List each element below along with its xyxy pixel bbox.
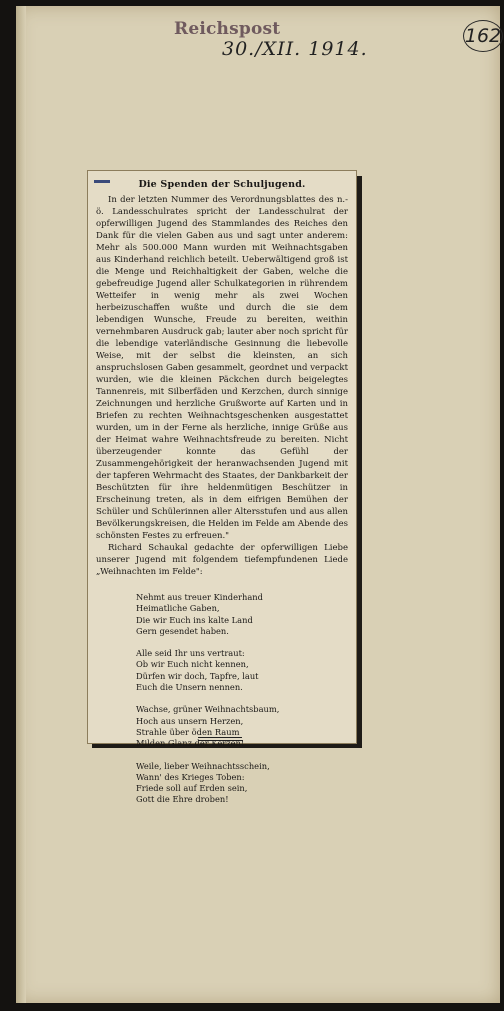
article-body <box>96 194 348 578</box>
poem-stanza <box>136 648 348 693</box>
poem-line: Wann' des Krieges Toben: <box>136 771 245 782</box>
poem-line: Hoch aus unsern Herzen, <box>136 715 244 726</box>
poem-line: Friede soll auf Erden sein, <box>136 783 248 794</box>
pencil-mark-icon <box>94 180 110 183</box>
poem-line: Gern gesendet haben. <box>136 625 229 636</box>
poem-line: Euch die Unsern nennen. <box>136 682 243 693</box>
end-rule-divider <box>198 737 242 741</box>
newspaper-name-stamp: Reichspost <box>174 19 281 39</box>
handwritten-date: 30./XII. 1914. <box>222 38 368 60</box>
poem-line: Dürfen wir doch, Tapfre, laut <box>136 670 259 681</box>
poem-line: Nehmt aus treuer Kinderhand <box>136 592 263 602</box>
poem-line: Die wir Euch ins kalte Land <box>136 614 253 625</box>
article-paragraph: In der letzten Nummer des Verordnungsblattes des n.-ö. Landesschulrates spricht der Landesschulrat der opferwilligen Jugend des Stammlandes des Reiches den Dank für die vielen Gaben aus und sagt unter anderem: Mehr als 500.000 Mann wurden mit Weihnachtsgaben aus Kinderhand reichlich beteilt. Ueberwältigend groß ist die Menge und Reichhaltigkeit der Gaben, welche die gebefreudige Jugend aller Schulkategorien in rührendem Wetteifer in wenig mehr als zwei Wochen herbeizuschaffen wußte und durch die sie dem lebendigen Wunsche, Freude zu bereiten, weithin vernehmbaren Ausdruck gab; lauter aber noch spricht für die lebendige vaterländische Gesinnung die liebevolle Weise, mit der selbst die kleinsten, an sich anspruchslosen Gaben gesammelt, geordnet und verpackt wurden, wie die kleinen Päckchen durch beigelegtes Tannenreis, mit Silberfäden und Kerzchen, durch sinnige Zeichnungen und herzliche Grußworte auf Karten und in Briefen zu rechten Weihnachtsgeschenken ausgestattet wurden, um in der Ferne als herzliche, innige Grüße aus der Heimat wahre Weihnachtsfreude zu bereiten. Nicht überzeugender konnte das Gefühl der Zusammengehörigkeit der heranwachsenden Jugend mit der tapferen Wehrmacht des Staates, der Dankbarkeit der Beschützten für ihre heldenmütigen Beschützer in Erscheinung treten, als in dem eifrigen Bemühen der Schüler und Schülerinnen aller Altersstufen und aus allen Bevölkerungskreisen, die Helden im Felde am Abende des schönsten Festes zu erfreuen." <box>96 195 348 541</box>
poem-line: Wachse, grüner Weihnachtsbaum, <box>136 704 280 715</box>
poem-line: Ob wir Euch nicht kennen, <box>136 659 249 670</box>
poem <box>96 592 348 806</box>
archive-number: 162 <box>463 20 503 52</box>
poem-stanza <box>136 704 348 749</box>
poem-stanza <box>136 761 348 806</box>
poem-line: Gott die Ehre droben! <box>136 794 229 805</box>
poem-stanza <box>136 592 348 637</box>
poem-line: Strahle über öden Raum <box>136 726 240 737</box>
article-paragraph: Richard Schaukal gedachte der opferwilligen Liebe unserer Jugend mit folgendem tiefempfundenen Liede „Weihnachten im Felde": <box>96 543 348 577</box>
newspaper-clipping <box>87 170 357 805</box>
poem-line: Alle seid Ihr uns vertraut: <box>136 648 245 659</box>
article-headline: Die Spenden der Schuljugend. <box>138 179 306 190</box>
poem-line: Heimatliche Gaben, <box>136 603 220 614</box>
poem-line: Milden Glanz der Kerzen! <box>136 738 245 749</box>
poem-line: Weile, lieber Weihnachtsschein, <box>136 760 270 771</box>
